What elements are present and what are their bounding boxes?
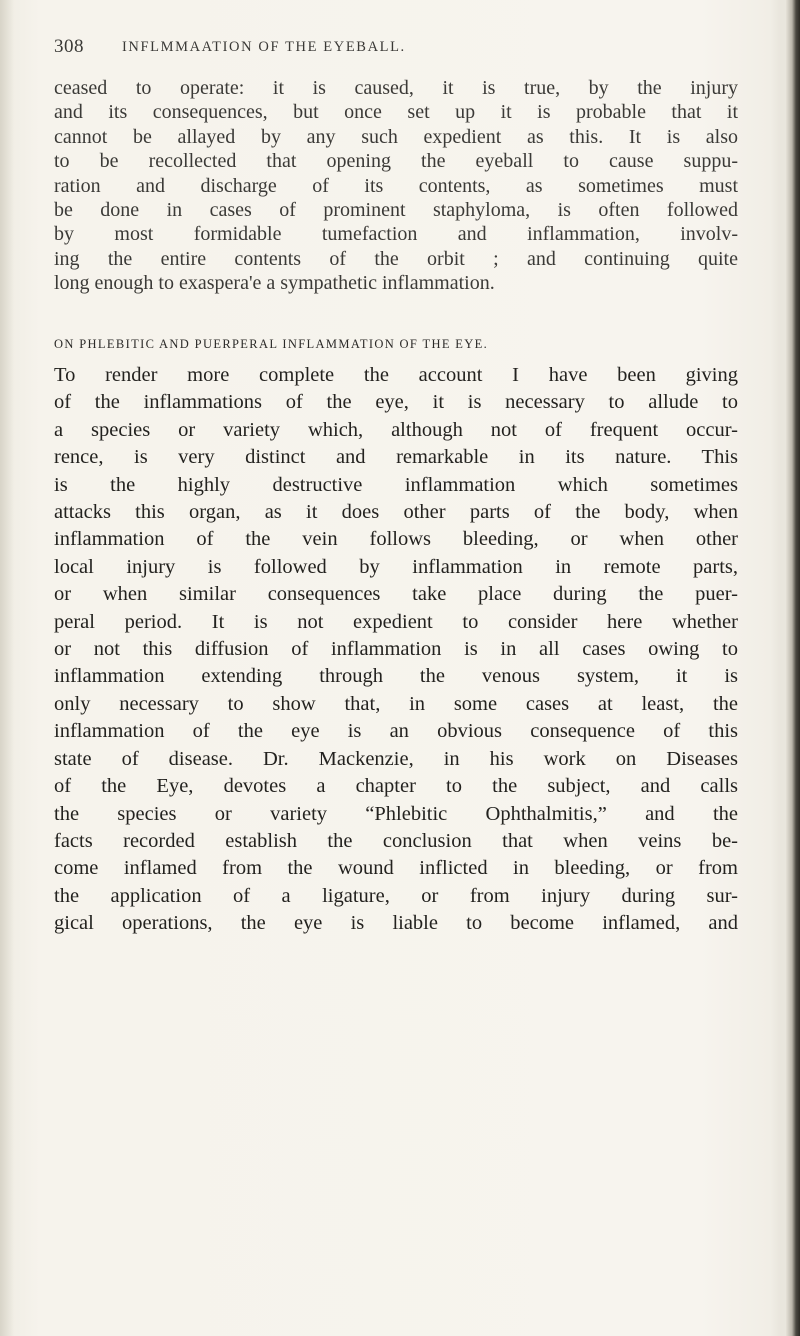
text-line: To render more complete the account I have been giving	[54, 364, 738, 386]
text-line: local injury is followed by inflammation in remote parts,	[54, 555, 738, 578]
text-line: peral period. It is not expedient to consider here whether	[54, 610, 738, 633]
text-line: ration and discharge of its contents, as sometimes must	[54, 174, 738, 197]
text-line: inflammation of the eye is an obvious consequence of this	[54, 720, 738, 743]
text-line: only necessary to show that, in some cases at least, the	[54, 692, 738, 715]
page-header	[54, 36, 774, 60]
section-paragraph	[54, 362, 738, 938]
text-line: be done in cases of prominent staphyloma, is often followed	[54, 199, 738, 222]
text-line: the species or variety “Phlebitic Ophthalmitis,” and the	[54, 802, 738, 825]
text-line: of the inflammations of the eye, it is necessary to allude to	[54, 391, 738, 414]
text-line: come inflamed from the wound inflicted in bleeding, or from	[54, 857, 738, 880]
text-line: of the Eye, devotes a chapter to the subject, and calls	[54, 775, 738, 798]
text-line: cannot be allayed by any such expedient as this. It is also	[54, 125, 738, 148]
text-line: gical operations, the eye is liable to become inflamed, and	[54, 912, 738, 935]
text-line: and its consequences, but once set up it is probable that it	[54, 101, 738, 124]
text-line: or not this diffusion of inflammation is in all cases owing to	[54, 638, 738, 661]
running-head: INFLMMAATION OF THE EYEBALL.	[122, 39, 406, 55]
page-edge	[786, 0, 800, 1336]
text-line: ceased to operate: it is caused, it is true, by the injury	[54, 77, 738, 99]
text-line: state of disease. Dr. Mackenzie, in his work on Diseases	[54, 747, 738, 770]
page-number: 308	[54, 36, 84, 57]
section-heading: ON PHLEBITIC AND PUERPERAL INFLAMMATION OF THE EYE.	[54, 337, 489, 351]
text-line: inflammation of the vein follows bleeding, or when other	[54, 528, 738, 551]
text-line: rence, is very distinct and remarkable in its nature. This	[54, 446, 738, 469]
text-line: long enough to exaspera'e a sympathetic inflammation.	[54, 272, 495, 295]
text-line: a species or variety which, although not of frequent occur-	[54, 418, 738, 441]
paragraph-continued	[54, 76, 738, 296]
text-line: attacks this organ, as it does other parts of the body, when	[54, 501, 738, 524]
text-line: the application of a ligature, or from injury during sur-	[54, 884, 738, 907]
page-gutter-shadow	[0, 0, 14, 1336]
text-line: ing the entire contents of the orbit ; and continuing quite	[54, 247, 738, 270]
text-line: by most formidable tumefaction and inflammation, involv-	[54, 223, 738, 246]
text-line: facts recorded establish the conclusion that when veins be-	[54, 829, 738, 852]
text-line: or when similar consequences take place during the puer-	[54, 583, 738, 606]
text-line: inflammation extending through the venous system, it is	[54, 665, 738, 688]
text-line: to be recollected that opening the eyeball to cause suppu-	[54, 150, 738, 173]
text-line: is the highly destructive inflammation which sometimes	[54, 473, 738, 496]
